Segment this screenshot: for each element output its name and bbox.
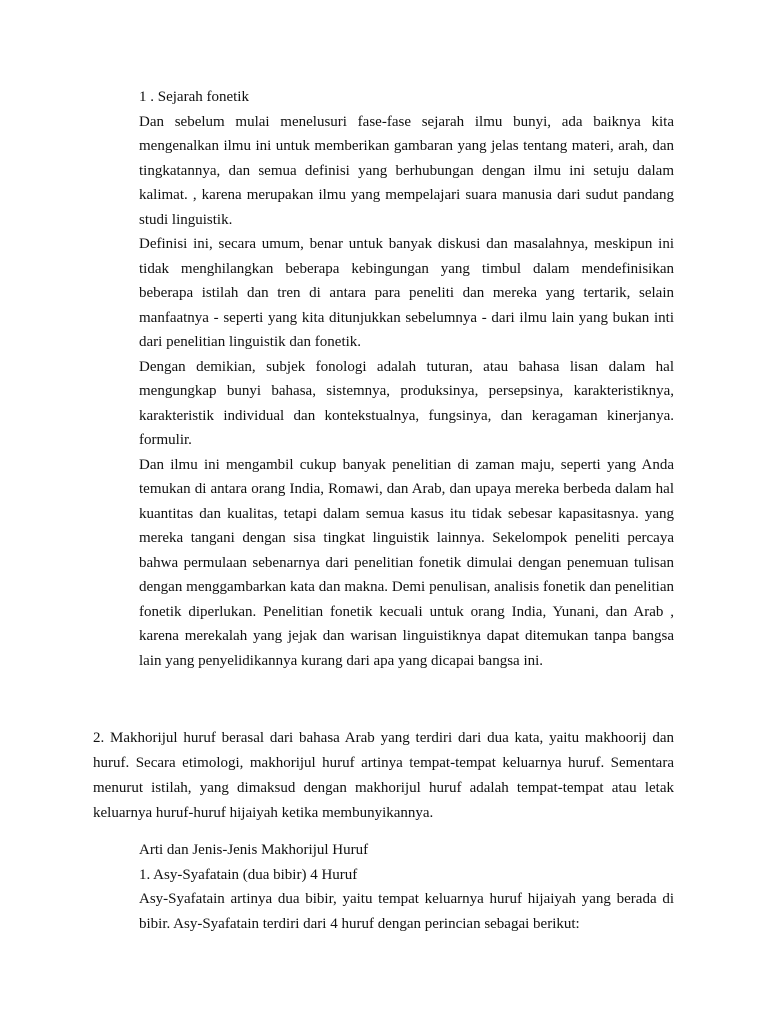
paragraph: Dan sebelum mulai menelusuri fase-fase sejarah ilmu bunyi, ada baiknya kita mengenalkan ilmu ini untuk memberikan gambaran yang jelas tentang materi, arah, dan tingkatannya, dan semua definisi yang berhubungan dengan ilmu ini setuju dalam kalimat. , karena merupakan ilmu yang mempelajari suara manusia dari sudut pandang studi linguistik. <box>139 113 674 228</box>
paragraph: 2. Makhorijul huruf berasal dari bahasa Arab yang terdiri dari dua kata, yaitu makhoorij dan huruf. Secara etimologi, makhorijul huruf artinya tempat-tempat keluarnya huruf. Sementara menurut istilah, yang dimaksud dengan makhorijul huruf adalah tempat-tempat atau letak keluarnya huruf-huruf hijaiyah ketika membunyikannya. <box>93 730 674 821</box>
section-title: Arti dan Jenis-Jenis Makhorijul Huruf <box>139 842 369 858</box>
paragraph: Definisi ini, secara umum, benar untuk banyak diskusi dan masalahnya, meskipun ini tidak menghilangkan beberapa kebingungan yang timbul dalam mendefinisikan beberapa istilah dan tren di antara para peneliti dan mereka yang tertarik, selain manfaatnya - seperti yang kita ditunjukkan sebelumnya - dari ilmu lain yang bukan inti dari penelitian linguistik dan fonetik. <box>139 236 674 350</box>
section-makhorijul-huruf <box>93 726 674 826</box>
section-arti-jenis <box>139 838 674 936</box>
section-sejarah-fonetik <box>139 85 674 673</box>
paragraph: Asy-Syafatain artinya dua bibir, yaitu tempat keluarnya huruf hijaiyah yang berada di bibir. Asy-Syafatain terdiri dari 4 huruf dengan perincian sebagai berikut: <box>139 891 674 932</box>
paragraph: Dengan demikian, subjek fonologi adalah tuturan, atau bahasa lisan dalam hal mengungkap bunyi bahasa, sistemnya, produksinya, persepsinya, karakteristiknya, karakteristik individual dan kontekstualnya, fungsinya, dan keragaman kinerjanya. formulir. <box>139 358 674 448</box>
paragraph: Dan ilmu ini mengambil cukup banyak penelitian di zaman maju, seperti yang Anda temukan di antara orang India, Romawi, dan Arab, dan upaya mereka berbeda dalam hal kuantitas dan kualitas, tetapi dalam semua kasus itu tidak sebesar kapasitasnya. yang mereka tangani dengan sisa tingkat linguistik lainnya. Sekelompok peneliti percaya bahwa permulaan sebenarnya dari penelitian fonetik dimulai dengan penemuan tulisan dengan menggambarkan kata dan makna. Demi penulisan, analisis fonetik dan penelitian fonetik diperlukan. Penelitian fonetik kecuali untuk orang India, Yunani, dan Arab , karena merekalah yang jejak dan warisan linguistiknya dapat ditemukan tanpa bangsa lain yang penyelidikannya kurang dari apa yang dicapai bangsa ini. <box>139 456 674 669</box>
section-heading: 1 . Sejarah fonetik <box>139 89 249 105</box>
subheading: 1. Asy-Syafatain (dua bibir) 4 Huruf <box>139 866 358 883</box>
